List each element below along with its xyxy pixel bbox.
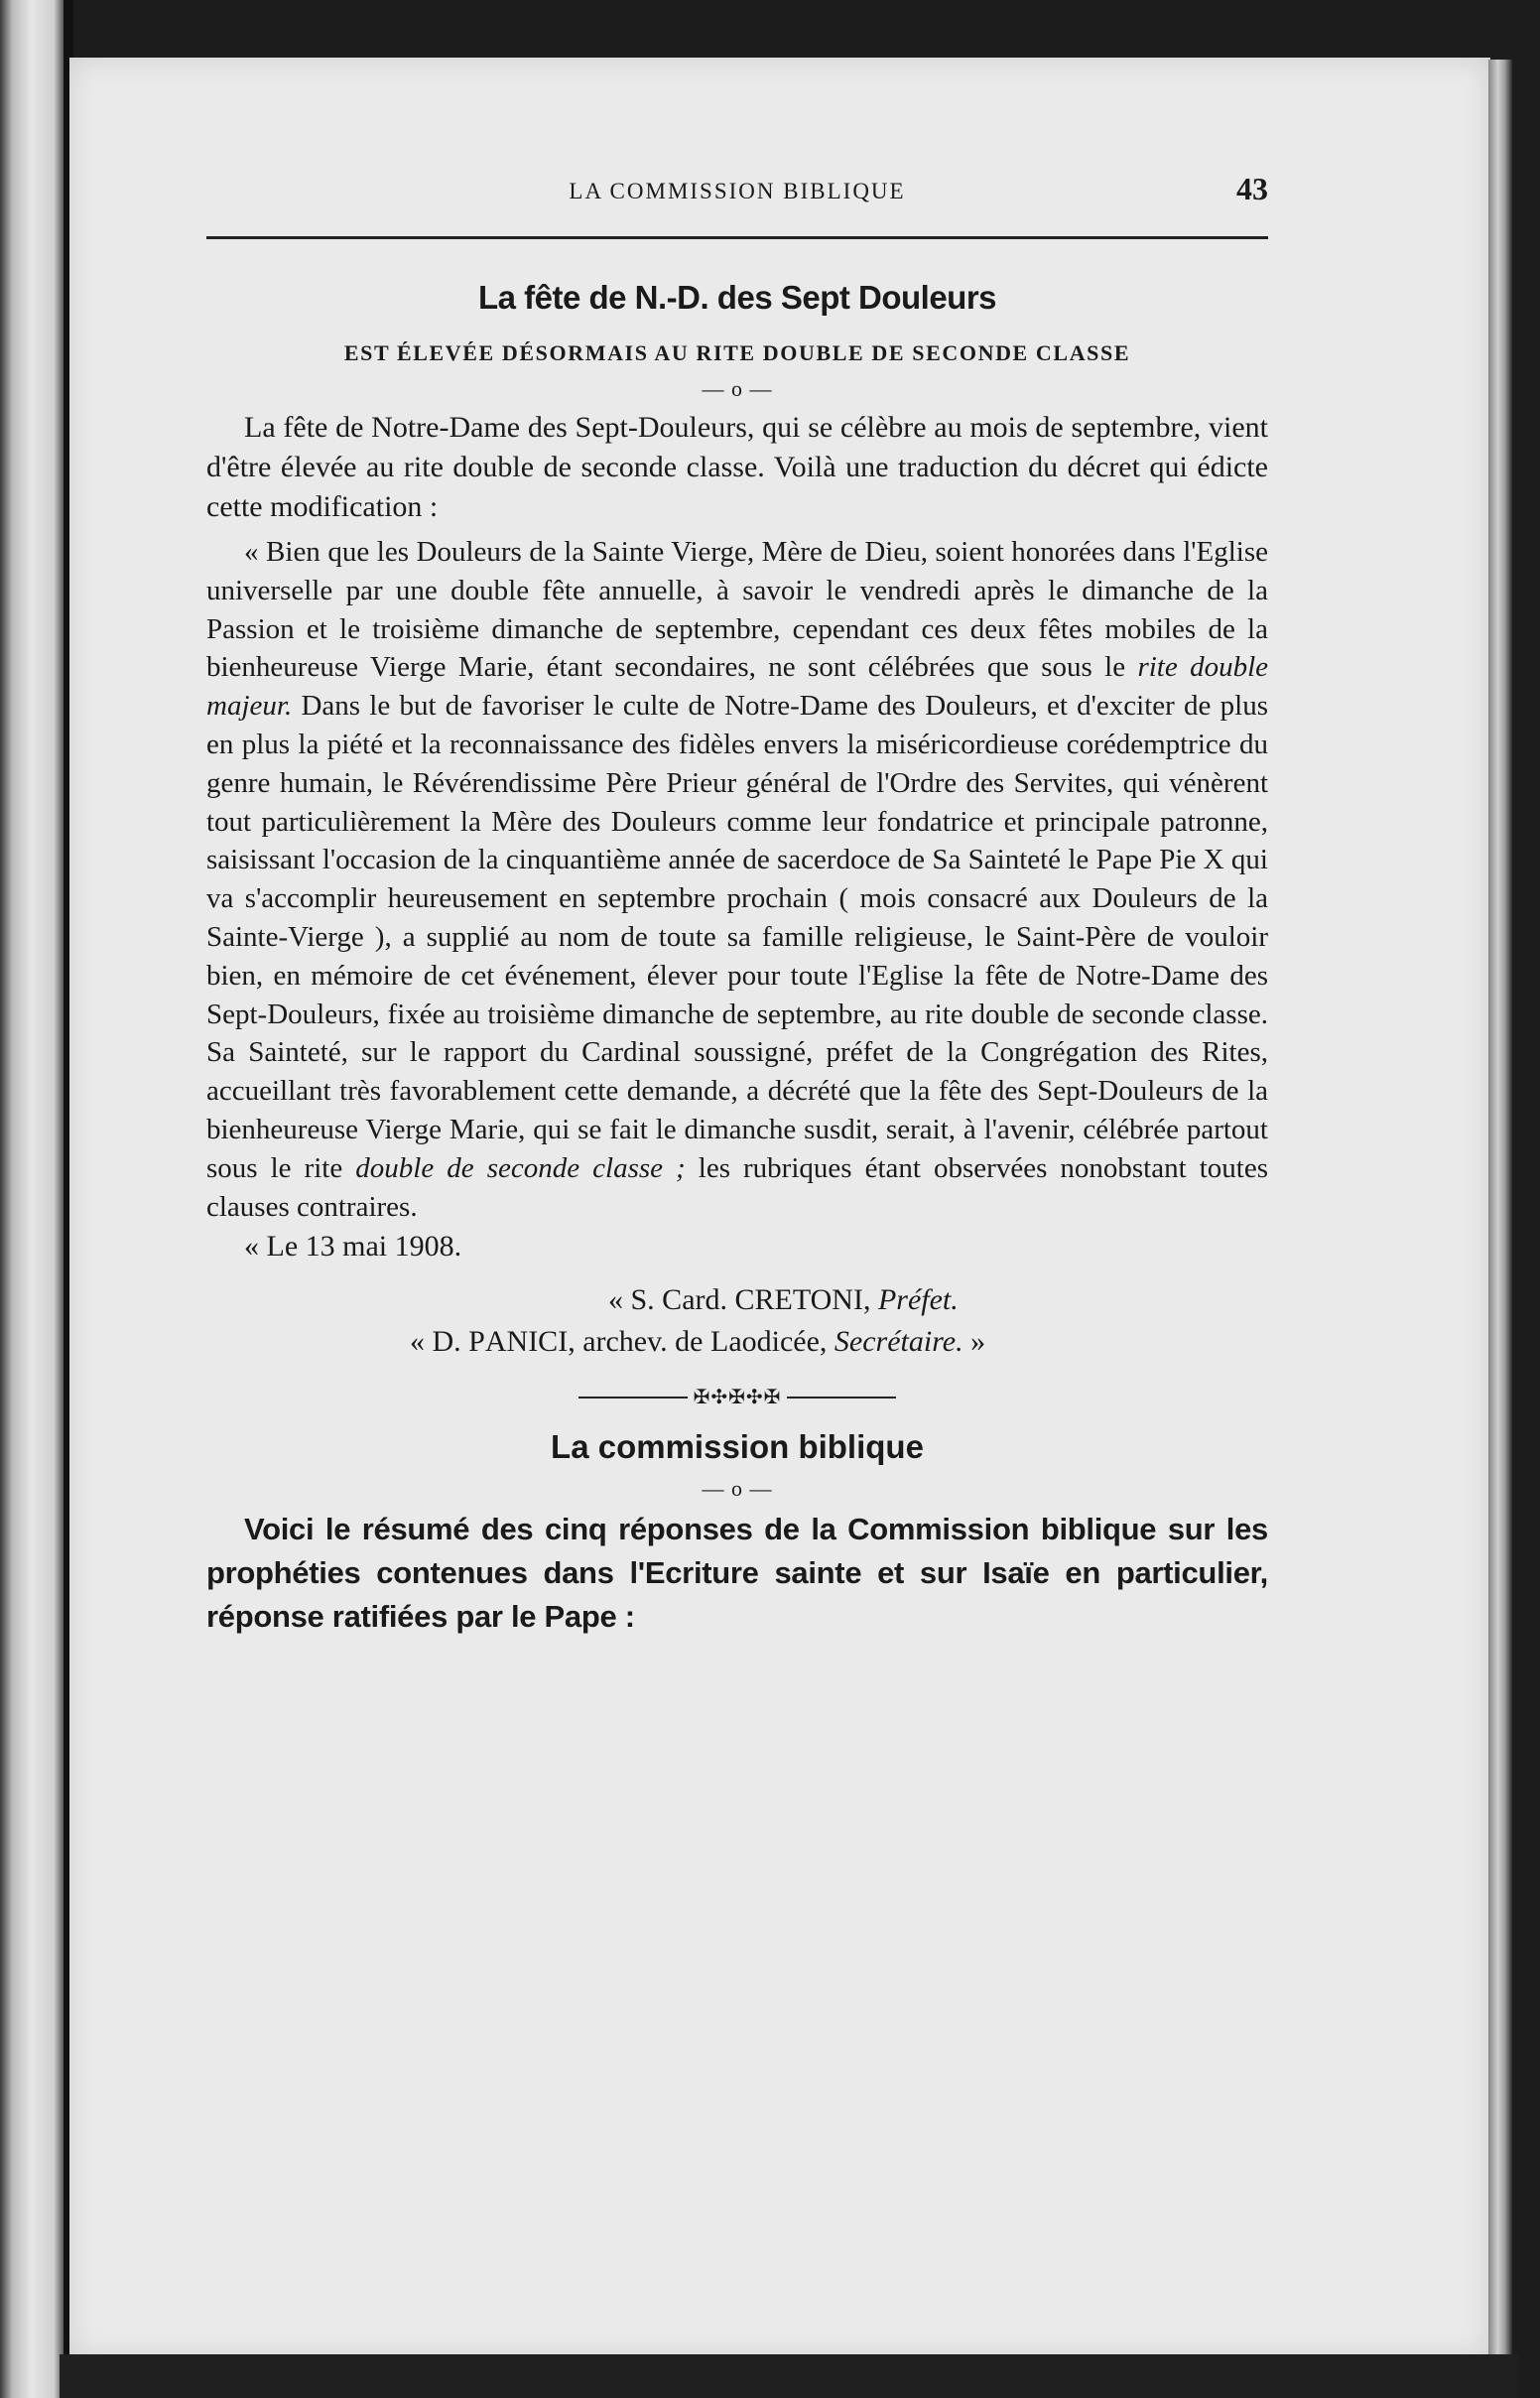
page-number: 43 bbox=[1236, 171, 1268, 206]
scan-bottom-border bbox=[60, 2354, 1518, 2398]
signature-prefect-name: RETONI bbox=[754, 1283, 863, 1317]
decree-text-part3: les rubriques étant observées nonobstant toutes clauses contraires. bbox=[206, 1151, 1268, 1223]
signature-prefect-role: Préfet. bbox=[877, 1283, 959, 1317]
decree-text-part1: « Bien que les Douleurs de la Sainte Vierge, Mère de Dieu, soient honorées dans l'Eglise universelle par une double fête annuelle, à savoir le vendredi après le dimanche de la Passion et le troisième dimanche de septembre, cependant ces deux fêtes mobiles de la bienheureuse Vierge Marie, étant secondaires, ne sont célébrées que sous le bbox=[206, 536, 1268, 684]
signature-secretary bbox=[206, 1325, 1268, 1359]
decree-paragraph bbox=[206, 533, 1268, 1226]
page-content bbox=[206, 171, 1269, 1639]
section-title: La fête de N.-D. des Sept Douleurs bbox=[477, 279, 997, 316]
decree-italic-rite: rite double majeur. bbox=[206, 651, 1269, 723]
signature-secretary-prefix: « D. bbox=[410, 1325, 469, 1359]
section2-title: La commission biblique bbox=[551, 1428, 924, 1466]
decree-italic-class: double de seconde classe ; bbox=[355, 1151, 686, 1184]
signature-secretary-initial: P bbox=[468, 1325, 485, 1359]
signature-prefect-prefix: « S. Card. bbox=[608, 1283, 735, 1317]
page-stack-edge bbox=[1488, 60, 1512, 2358]
running-title: LA COMMISSION BIBLIQUE bbox=[569, 179, 906, 203]
signature-secretary-name: ANICI bbox=[484, 1325, 569, 1359]
signature-secretary-role: Secrétaire. bbox=[834, 1325, 963, 1359]
signature-prefect: « S. Card. CRETONI, Préfet. bbox=[608, 1283, 959, 1317]
section-ornament: — o — bbox=[702, 376, 773, 401]
running-head bbox=[206, 171, 1268, 226]
signature-secretary-close: » bbox=[962, 1325, 986, 1359]
signature-prefect-initial: C bbox=[734, 1283, 755, 1317]
section2-ornament: — o — bbox=[702, 1476, 773, 1502]
header-rule bbox=[206, 236, 1268, 239]
divider-line-right bbox=[787, 1397, 896, 1399]
divider-ornament: ✠✣✠✣✠ bbox=[693, 1387, 782, 1409]
section2-intro: Voici le résumé des cinq réponses de la Commission biblique sur les prophéties contenues dans l'Ecriture sainte et sur Isaïe en particulier, réponse ratifiées par le Pape : bbox=[206, 1512, 1268, 1635]
signature-secretary-title: , archev. de Laodicée, bbox=[568, 1325, 834, 1359]
section-divider bbox=[578, 1385, 896, 1408]
section-subtitle: EST ÉLEVÉE DÉSORMAIS AU RITE DOUBLE DE SECONDE CLASSE bbox=[343, 340, 1131, 365]
divider-line-left bbox=[578, 1397, 688, 1399]
decree-text-part2: Dans le but de favoriser le culte de Notre-Dame des Douleurs, et d'exciter de plus en plus la piété et la reconnaissance des fidèles envers la miséricordieuse corédemptrice du genre humain, le Révérendissime Père Prieur général de l'Ordre des Servites, qui vénèrent tout particulièrement la Mère des Douleurs comme leur fondatrice et principale patronne, saisissant l'occasion de la cinquantième année de sacerdoce de Sa Sainteté le Pape Pie X qui va s'accomplir heureusement en septembre prochain ( mois consacré aux Douleurs de la Sainte-Vierge ), a supplié au nom de toute sa famille religieuse, le Saint-Père de vouloir bien, en mémoire de cet événement, élever pour toute l'Eglise la fête de Notre-Dame des Sept-Douleurs, fixée au troisième dimanche de septembre, au rite double de seconde classe. Sa Sainteté, sur le rapport du Cardinal soussigné, préfet de la Congrégation des Rites, accueillant très favorablement cette demande, a décrété que la fête des Sept-Douleurs de la bienheureuse Vierge Marie, qui se fait le dimanche susdit, serait, à l'avenir, célébrée partout sous le rite bbox=[206, 690, 1268, 1184]
adjacent-page-edge bbox=[0, 0, 64, 2398]
intro-paragraph: La fête de Notre-Dame des Sept-Douleurs, qui se célèbre au mois de septembre, vient d'être élevée au rite double de seconde classe. Voilà une traduction du décret qui édicte cette modification : bbox=[206, 411, 1268, 523]
decree-date: « Le 13 mai 1908. bbox=[244, 1230, 462, 1264]
